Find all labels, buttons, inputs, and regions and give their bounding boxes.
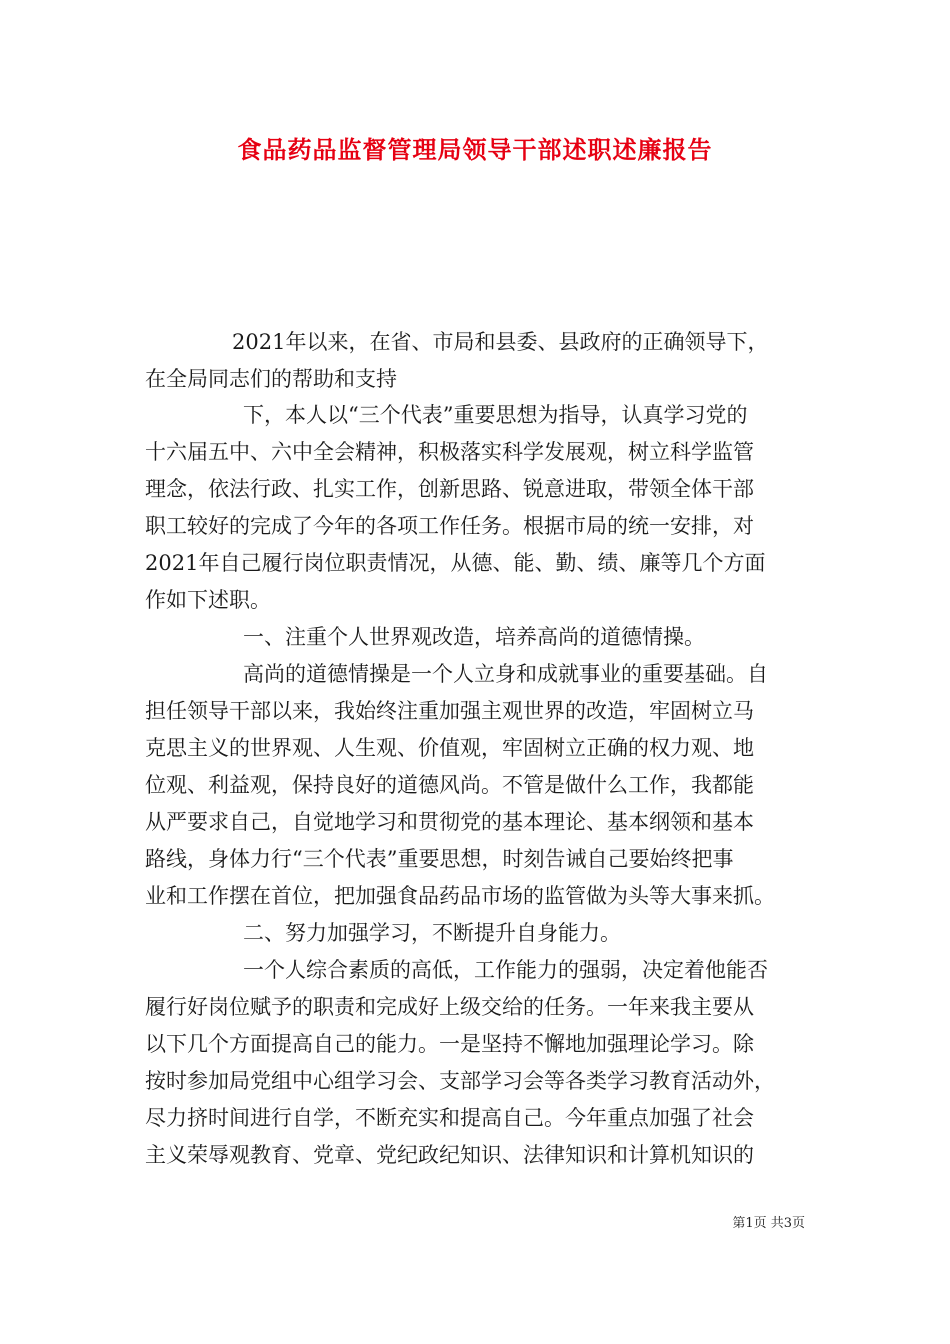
body-line: 十六届五中、六中全会精神，积极落实科学发展观，树立科学监管 [145, 440, 754, 464]
body-line: 职工较好的完成了今年的各项工作任务。根据市局的统一安排，对 [145, 514, 754, 538]
body-line: 理念，依法行政、扎实工作，创新思路、锐意进取，带领全体干部 [145, 477, 754, 501]
body-line: 主义荣辱观教育、党章、党纪政纪知识、法律知识和计算机知识的 [145, 1143, 754, 1167]
body-line: 从严要求自己，自觉地学习和贯彻党的基本理论、基本纲领和基本 [145, 810, 754, 834]
body-line: 作如下述职。 [145, 588, 271, 612]
body-line: 业和工作摆在首位，把加强食品药品市场的监管做为头等大事来抓。 [145, 884, 775, 908]
body-line: 2021年以来，在省、市局和县委、县政府的正确领导下， [232, 330, 769, 354]
body-line: 尽力挤时间进行自学，不断充实和提高自己。今年重点加强了社会 [145, 1106, 754, 1130]
body-line: 2021年自己履行岗位职责情况，从德、能、勤、绩、廉等几个方面 [145, 551, 766, 575]
body-line: 下，本人以“三个代表”重要思想为指导，认真学习党的 [243, 403, 748, 427]
body-line: 担任领导干部以来，我始终注重加强主观世界的改造，牢固树立马 [145, 699, 754, 723]
body-line: 高尚的道德情操是一个人立身和成就事业的重要基础。自 [243, 662, 768, 686]
body-line: 路线，身体力行“三个代表”重要思想，时刻告诫自己要始终把事 [145, 847, 734, 871]
body-line: 以下几个方面提高自己的能力。一是坚持不懈地加强理论学习。除 [145, 1032, 754, 1056]
body-line: 一个人综合素质的高低，工作能力的强弱，决定着他能否 [243, 958, 768, 982]
body-line: 在全局同志们的帮助和支持 [145, 367, 397, 391]
document-title: 食品药品监督管理局领导干部述职述廉报告 [237, 135, 713, 164]
body-line: 履行好岗位赋予的职责和完成好上级交给的任务。一年来我主要从 [145, 995, 754, 1019]
body-line: 克思主义的世界观、人生观、价值观，牢固树立正确的权力观、地 [145, 736, 754, 760]
body-line: 位观、利益观，保持良好的道德风尚。不管是做什么工作，我都能 [145, 773, 754, 797]
section-heading-1: 一、注重个人世界观改造，培养高尚的道德情操。 [243, 625, 705, 649]
page-number: 第1页 共3页 [732, 1216, 805, 1231]
body-line: 按时参加局党组中心组学习会、支部学习会等各类学习教育活动外， [145, 1069, 775, 1093]
section-heading-2: 二、努力加强学习，不断提升自身能力。 [243, 921, 621, 945]
